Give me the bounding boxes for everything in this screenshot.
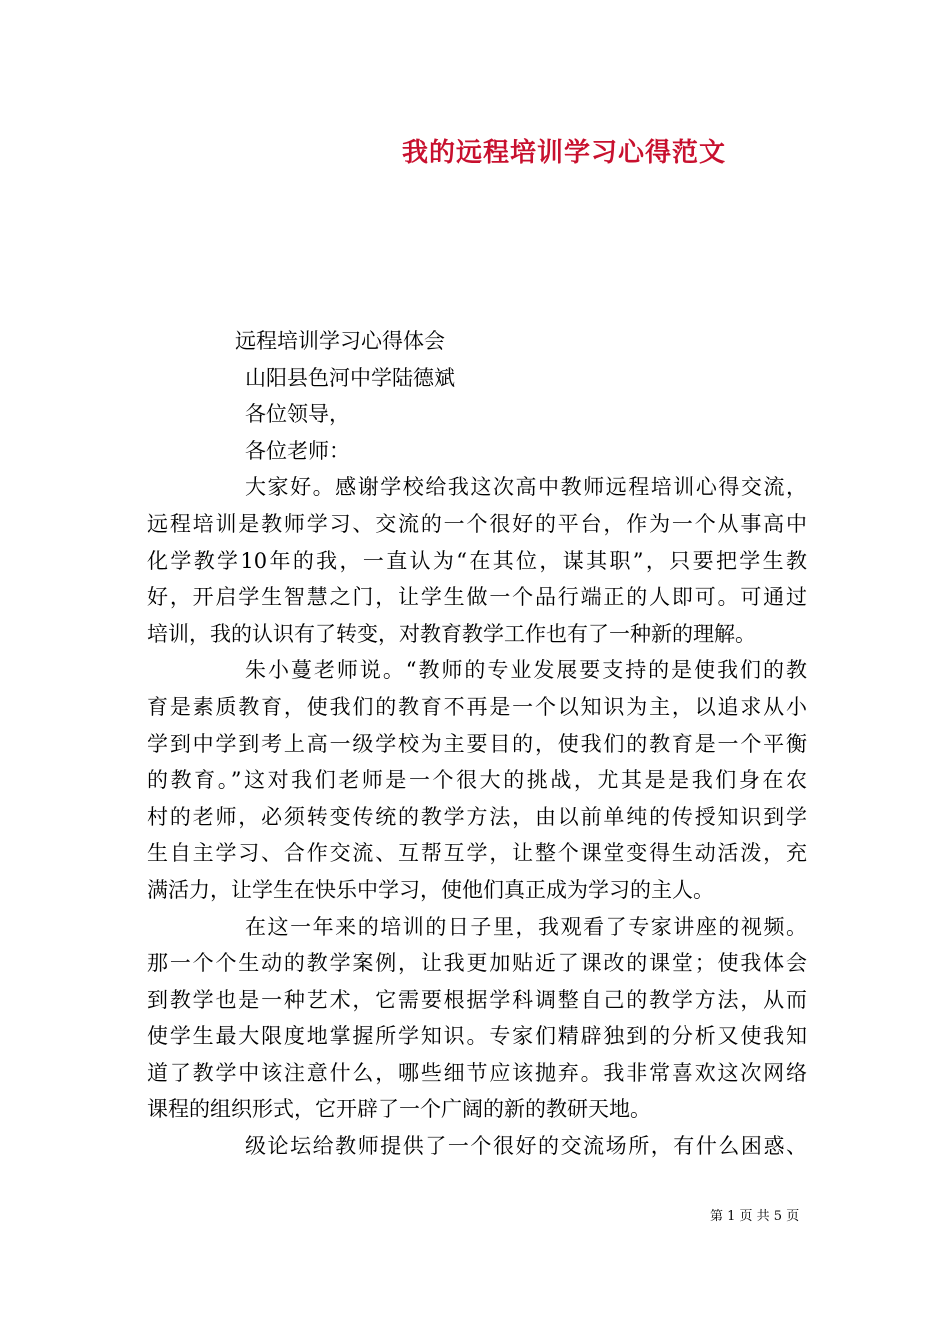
text-line: 课程的组织形式，它开辟了一个广阔的新的教研天地。 [147, 1097, 651, 1122]
text-line: 那一个个生动的教学案例，让我更加贴近了课改的课堂；使我体会 [147, 951, 807, 976]
text-line: 培训，我的认识有了转变，对教育教学工作也有了一种新的理解。 [147, 621, 756, 646]
page-footer: 第 1 页 共 5 页 [710, 1209, 800, 1224]
text-line: 各位领导， [245, 402, 350, 427]
text-line: 好，开启学生智慧之门，让学生做一个品行端正的人即可。可通过 [147, 585, 807, 610]
document-body [147, 323, 807, 1165]
text-line: 村的老师，必须转变传统的教学方法，由以前单纯的传授知识到学 [147, 804, 807, 829]
text-line: 到教学也是一种艺术，它需要根据学科调整自己的教学方法，从而 [147, 987, 807, 1012]
text-line: 的教育。”这对我们老师是一个很大的挑战，尤其是是我们身在农 [147, 768, 807, 793]
document-title: 我的远程培训学习心得范文 [401, 138, 726, 168]
text-line: 道了教学中该注意什么，哪些细节应该抛弃。我非常喜欢这次网络 [147, 1060, 807, 1085]
text-line: 育是素质教育，使我们的教育不再是一个以知识为主，以追求从小 [147, 694, 807, 719]
text-line: 大家好。感谢学校给我这次高中教师远程培训心得交流， [245, 475, 807, 500]
text-line: 学到中学到考上高一级学校为主要目的，使我们的教育是一个平衡 [147, 731, 807, 756]
text-line: 化学教学10年的我，一直认为“在其位，谋其职”，只要把学生教 [147, 548, 807, 573]
text-line: 山阳县色河中学陆德斌 [245, 365, 455, 390]
text-line: 级论坛给教师提供了一个很好的交流场所，有什么困惑、 [245, 1134, 807, 1159]
text-line: 生自主学习、合作交流、互帮互学，让整个课堂变得生动活泼，充 [147, 841, 807, 866]
text-line: 各位老师： [245, 438, 350, 463]
text-line: 满活力，让学生在快乐中学习，使他们真正成为学习的主人。 [147, 877, 714, 902]
text-line: 在这一年来的培训的日子里，我观看了专家讲座的视频。 [245, 914, 807, 939]
text-line: 使学生最大限度地掌握所学知识。专家们精辟独到的分析又使我知 [147, 1024, 807, 1049]
text-line: 朱小蔓老师说。“教师的专业发展要支持的是使我们的教 [245, 658, 807, 683]
text-line: 远程培训学习心得体会 [235, 329, 445, 353]
text-line: 远程培训是教师学习、交流的一个很好的平台，作为一个从事高中 [147, 511, 807, 536]
